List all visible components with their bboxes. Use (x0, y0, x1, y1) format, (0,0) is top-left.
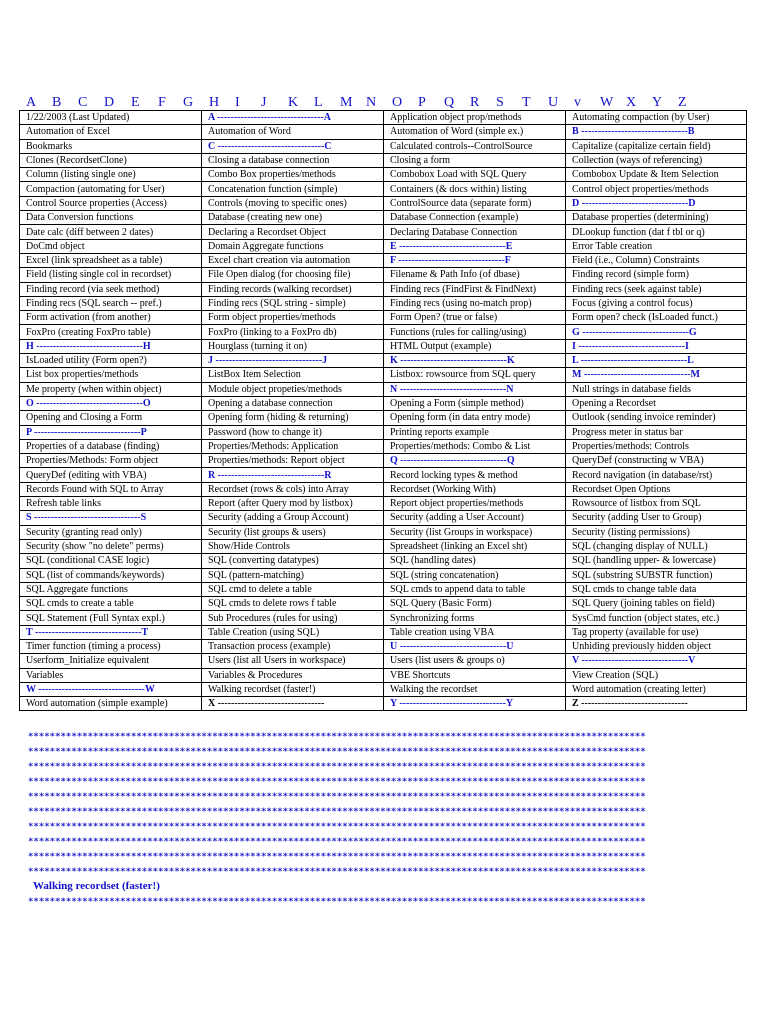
table-row (20, 439, 747, 453)
topic-link[interactable]: View Creation (SQL) (566, 668, 747, 682)
topic-link[interactable]: Excel (link spreadsheet as a table) (20, 253, 202, 267)
topic-link[interactable]: Filename & Path Info (of dbase) (384, 268, 566, 282)
star-separator-line: ****************************************************************************************************************** (28, 792, 646, 802)
topic-link[interactable]: SQL (changing display of NULL) (566, 539, 747, 553)
table-row (20, 311, 747, 325)
table-row (20, 325, 747, 339)
topic-link[interactable]: SQL Query (joining tables on field) (566, 597, 747, 611)
letter-section-anchor: V --------------------------------V (566, 654, 747, 668)
table-row (20, 111, 747, 125)
table-row (20, 153, 747, 167)
topic-index-table (19, 110, 747, 711)
topic-link[interactable]: Listbox: rowsource from SQL query (384, 368, 566, 382)
topic-link[interactable]: SQL (converting datatypes) (202, 554, 384, 568)
table-row (20, 539, 747, 553)
topic-link[interactable]: Security (adding a User Account) (384, 511, 566, 525)
topic-link[interactable]: SQL Query (Basic Form) (384, 597, 566, 611)
topic-link[interactable]: SQL (pattern-matching) (202, 568, 384, 582)
topic-link[interactable]: SQL cmds to append data to table (384, 582, 566, 596)
letter-section-anchor: Y --------------------------------Y (384, 697, 566, 711)
topic-link[interactable]: Automating compaction (by User) (566, 111, 747, 125)
topic-link[interactable]: SQL Aggregate functions (20, 582, 202, 596)
topic-link[interactable]: Variables (20, 668, 202, 682)
topic-link[interactable]: Opening a database connection (202, 396, 384, 410)
topic-link[interactable]: Form Open? (true or false) (384, 311, 566, 325)
topic-link[interactable]: Database Connection (example) (384, 211, 566, 225)
topic-link[interactable]: Combo Box properties/methods (202, 168, 384, 182)
table-row (20, 425, 747, 439)
star-separator-line: ****************************************************************************************************************** (28, 762, 646, 772)
letter-section-anchor: R --------------------------------R (202, 468, 384, 482)
topic-link[interactable]: SQL (handling upper- & lowercase) (566, 554, 747, 568)
table-row (20, 497, 747, 511)
letter-section-anchor: C --------------------------------C (202, 139, 384, 153)
letter-link-v[interactable]: v (574, 95, 581, 110)
topic-link[interactable]: Combobox Update & Item Selection (566, 168, 747, 182)
topic-link[interactable]: Finding recs (FindFirst & FindNext) (384, 282, 566, 296)
topic-link[interactable]: Tag property (available for use) (566, 625, 747, 639)
letter-section-anchor: J --------------------------------J (202, 354, 384, 368)
topic-link[interactable]: Properties/Methods: Application (202, 439, 384, 453)
letter-link-c[interactable]: C (78, 95, 88, 110)
topic-link[interactable]: Outlook (sending invoice reminder) (566, 411, 747, 425)
topic-link[interactable]: Capitalize (capitalize certain field) (566, 139, 747, 153)
letter-section-anchor: L --------------------------------L (566, 354, 747, 368)
topic-link[interactable]: Security (listing permissions) (566, 525, 747, 539)
letter-link-o[interactable]: O (392, 95, 403, 110)
topic-link[interactable]: Printing reports example (384, 425, 566, 439)
letter-link-s[interactable]: S (496, 95, 504, 110)
table-row (20, 339, 747, 353)
topic-link[interactable]: Finding recs (SQL search -- pref.) (20, 296, 202, 310)
topic-link[interactable]: Security (adding a Group Account) (202, 511, 384, 525)
topic-link[interactable]: Word automation (creating letter) (566, 682, 747, 696)
table-row (20, 454, 747, 468)
topic-link[interactable]: HTML Output (example) (384, 339, 566, 353)
topic-link[interactable]: ControlSource data (separate form) (384, 196, 566, 210)
topic-link[interactable]: Automation of Word (202, 125, 384, 139)
topic-link[interactable]: Form object properties/methods (202, 311, 384, 325)
letter-section-anchor: G --------------------------------G (566, 325, 747, 339)
topic-link[interactable]: Userform_Initialize equivalent (20, 654, 202, 668)
table-row (20, 682, 747, 696)
topic-link[interactable]: SysCmd function (object states, etc.) (566, 611, 747, 625)
table-row (20, 382, 747, 396)
letter-section-anchor: O --------------------------------O (20, 396, 202, 410)
topic-link[interactable]: Finding record (simple form) (566, 268, 747, 282)
letter-link-e[interactable]: E (131, 95, 140, 110)
topic-link[interactable]: Finding record (via seek method) (20, 282, 202, 296)
topic-link[interactable]: Unhiding previously hidden object (566, 639, 747, 653)
table-row (20, 125, 747, 139)
topic-link[interactable]: Sub Procedures (rules for using) (202, 611, 384, 625)
letter-section-anchor: B --------------------------------B (566, 125, 747, 139)
topic-link[interactable]: Table creation using VBA (384, 625, 566, 639)
letter-link-p[interactable]: P (418, 95, 426, 110)
topic-link[interactable]: Containers (& docs within) listing (384, 182, 566, 196)
topic-link[interactable]: Spreadsheet (linking an Excel sht) (384, 539, 566, 553)
topic-link[interactable]: Finding recs (SQL string - simple) (202, 296, 384, 310)
topic-link[interactable]: Form open? check (IsLoaded funct.) (566, 311, 747, 325)
topic-link[interactable]: Module object propeties/methods (202, 382, 384, 396)
topic-link[interactable]: Combobox Load with SQL Query (384, 168, 566, 182)
topic-link[interactable]: Properties of a database (finding) (20, 439, 202, 453)
topic-link[interactable]: Column (listing single one) (20, 168, 202, 182)
topic-link[interactable]: Synchronizing forms (384, 611, 566, 625)
topic-link[interactable]: Field (i.e., Column) Constraints (566, 253, 747, 267)
topic-link[interactable]: Database properties (determining) (566, 211, 747, 225)
topic-link[interactable]: Domain Aggregate functions (202, 239, 384, 253)
topic-link[interactable]: Controls (moving to specific ones) (202, 196, 384, 210)
topic-link[interactable]: Timer function (timing a process) (20, 639, 202, 653)
topic-link[interactable]: Security (granting read only) (20, 525, 202, 539)
letter-section-anchor: H --------------------------------H (20, 339, 202, 353)
letter-section-anchor: U --------------------------------U (384, 639, 566, 653)
letter-link-z[interactable]: Z (678, 95, 687, 110)
letter-link-u[interactable]: U (548, 95, 559, 110)
topic-link[interactable]: Field (listing single col in recordset) (20, 268, 202, 282)
topic-link[interactable]: Records Found with SQL to Array (20, 482, 202, 496)
topic-link[interactable]: Users (list users & groups o) (384, 654, 566, 668)
topic-link[interactable]: Compaction (automating for User) (20, 182, 202, 196)
letter-section-anchor: E --------------------------------E (384, 239, 566, 253)
topic-link[interactable]: Opening a Form (simple method) (384, 396, 566, 410)
table-row (20, 511, 747, 525)
topic-link[interactable]: Refresh table links (20, 497, 202, 511)
topic-link[interactable]: Excel chart creation via automation (202, 253, 384, 267)
topic-link[interactable]: Users (list all Users in workspace) (202, 654, 384, 668)
table-row (20, 354, 747, 368)
walking-recordset-link[interactable]: Walking recordset (faster!) (33, 880, 160, 892)
letter-section-anchor: K --------------------------------K (384, 354, 566, 368)
table-row (20, 525, 747, 539)
topic-link[interactable]: Rowsource of listbox from SQL (566, 497, 747, 511)
letter-link-w[interactable]: W (600, 95, 614, 110)
topic-link[interactable]: FoxPro (linking to a FoxPro db) (202, 325, 384, 339)
topic-link[interactable]: Security (show "no delete" perms) (20, 539, 202, 553)
topic-link[interactable]: Application object prop/methods (384, 111, 566, 125)
letter-section-anchor: Z -------------------------------- (566, 697, 747, 711)
table-row (20, 611, 747, 625)
topic-link[interactable]: Show/Hide Controls (202, 539, 384, 553)
topic-link[interactable]: SQL (string concatenation) (384, 568, 566, 582)
topic-link[interactable]: SQL (substring SUBSTR function) (566, 568, 747, 582)
table-row (20, 211, 747, 225)
table-row (20, 625, 747, 639)
last-updated-cell: 1/22/2003 (Last Updated) (20, 111, 202, 125)
topic-link[interactable]: Error Table creation (566, 239, 747, 253)
topic-link[interactable]: VBE Shortcuts (384, 668, 566, 682)
topic-link[interactable]: SQL Statement (Full Syntax expl.) (20, 611, 202, 625)
table-row (20, 568, 747, 582)
letter-link-r[interactable]: R (470, 95, 480, 110)
topic-link[interactable]: Automation of Excel (20, 125, 202, 139)
topic-link[interactable]: Declaring a Recordset Object (202, 225, 384, 239)
letter-link-l[interactable]: L (314, 95, 323, 110)
topic-link[interactable]: Control object properties/methods (566, 182, 747, 196)
topic-link[interactable]: Focus (giving a control focus) (566, 296, 747, 310)
topic-link[interactable]: Hourglass (turning it on) (202, 339, 384, 353)
topic-link[interactable]: Security (adding User to Group) (566, 511, 747, 525)
topic-link[interactable]: Opening form (hiding & returning) (202, 411, 384, 425)
topic-link[interactable]: Collection (ways of referencing) (566, 153, 747, 167)
letter-section-anchor: D --------------------------------D (566, 196, 747, 210)
table-row (20, 239, 747, 253)
letter-link-b[interactable]: B (52, 95, 62, 110)
topic-link[interactable]: Properties/methods: Controls (566, 439, 747, 453)
topic-link[interactable]: Calculated controls--ControlSource (384, 139, 566, 153)
table-row (20, 168, 747, 182)
topic-link[interactable]: Report object properties/methods (384, 497, 566, 511)
topic-link[interactable]: ListBox Item Selection (202, 368, 384, 382)
topic-link[interactable]: Finding recs (seek against table) (566, 282, 747, 296)
topic-link[interactable]: Finding records (walking recordset) (202, 282, 384, 296)
topic-link[interactable]: Opening and Closing a Form (20, 411, 202, 425)
letter-section-anchor: M --------------------------------M (566, 368, 747, 382)
topic-link[interactable]: SQL cmds to create a table (20, 597, 202, 611)
letter-section-anchor: A --------------------------------A (202, 111, 384, 125)
letter-link-f[interactable]: F (158, 95, 166, 110)
table-row (20, 225, 747, 239)
topic-link[interactable]: List box properties/methods (20, 368, 202, 382)
topic-link[interactable]: Form activation (from another) (20, 311, 202, 325)
topic-link[interactable]: Bookmarks (20, 139, 202, 153)
topic-link[interactable]: SQL cmds to change table data (566, 582, 747, 596)
topic-link[interactable]: DoCmd object (20, 239, 202, 253)
topic-link[interactable]: Properties/Methods: Form object (20, 454, 202, 468)
letter-section-anchor: W --------------------------------W (20, 682, 202, 696)
star-separator-line: ****************************************************************************************************************** (28, 867, 646, 877)
topic-link[interactable]: Properties/methods: Report object (202, 454, 384, 468)
topic-link[interactable]: Progress meter in status bar (566, 425, 747, 439)
table-row (20, 268, 747, 282)
topic-link[interactable]: Closing a database connection (202, 153, 384, 167)
table-row (20, 368, 747, 382)
table-row (20, 654, 747, 668)
topic-link[interactable]: Date calc (diff between 2 dates) (20, 225, 202, 239)
letter-link-h[interactable]: H (209, 95, 220, 110)
topic-link[interactable]: Opening form (in data entry mode) (384, 411, 566, 425)
table-row (20, 468, 747, 482)
topic-link[interactable]: Walking recordset (faster!) (202, 682, 384, 696)
star-separator-line: ****************************************************************************************************************** (28, 807, 646, 817)
topic-link[interactable]: Record locking types & method (384, 468, 566, 482)
topic-link[interactable]: Me property (when within object) (20, 382, 202, 396)
star-separator-line: ****************************************************************************************************************** (28, 897, 646, 907)
star-separator-line: ****************************************************************************************************************** (28, 777, 646, 787)
letter-link-k[interactable]: K (288, 95, 299, 110)
topic-link[interactable]: Automation of Word (simple ex.) (384, 125, 566, 139)
table-row (20, 697, 747, 711)
star-separator-line: ****************************************************************************************************************** (28, 837, 646, 847)
topic-link[interactable]: Report (after Query mod by listbox) (202, 497, 384, 511)
letter-link-n[interactable]: N (366, 95, 377, 110)
letter-link-i[interactable]: I (235, 95, 240, 110)
table-row (20, 182, 747, 196)
letter-link-x[interactable]: X (626, 95, 637, 110)
topic-link[interactable]: Password (how to change it) (202, 425, 384, 439)
topic-link[interactable]: Control Source properties (Access) (20, 196, 202, 210)
topic-link[interactable]: Database (creating new one) (202, 211, 384, 225)
topic-link[interactable]: Table Creation (using SQL) (202, 625, 384, 639)
letter-section-anchor: I --------------------------------I (566, 339, 747, 353)
table-row (20, 554, 747, 568)
table-row (20, 597, 747, 611)
star-separator-line: ****************************************************************************************************************** (28, 732, 646, 742)
topic-link[interactable]: Data Conversion functions (20, 211, 202, 225)
table-row (20, 396, 747, 410)
letter-section-anchor: F --------------------------------F (384, 253, 566, 267)
star-separator-line: ****************************************************************************************************************** (28, 852, 646, 862)
topic-link[interactable]: Null strings in database fields (566, 382, 747, 396)
topic-link[interactable]: IsLoaded utility (Form open?) (20, 354, 202, 368)
letter-link-t[interactable]: T (522, 95, 531, 110)
letter-link-y[interactable]: Y (652, 95, 663, 110)
topic-link[interactable]: Variables & Procedures (202, 668, 384, 682)
topic-link[interactable]: Security (list Groups in workspace) (384, 525, 566, 539)
letter-link-m[interactable]: M (340, 95, 353, 110)
topic-link[interactable]: Security (list groups & users) (202, 525, 384, 539)
letter-link-g[interactable]: G (183, 95, 194, 110)
letter-link-q[interactable]: Q (444, 95, 455, 110)
letter-section-anchor: X -------------------------------- (202, 697, 384, 711)
topic-link[interactable]: Transaction process (example) (202, 639, 384, 653)
table-row (20, 282, 747, 296)
table-row (20, 582, 747, 596)
table-row (20, 253, 747, 267)
table-row (20, 296, 747, 310)
table-row (20, 196, 747, 210)
topic-link[interactable]: SQL cmd to delete a table (202, 582, 384, 596)
topic-link[interactable]: Record navigation (in database/rst) (566, 468, 747, 482)
table-row (20, 482, 747, 496)
topic-link[interactable]: QueryDef (editing with VBA) (20, 468, 202, 482)
topic-link[interactable]: Opening a Recordset (566, 396, 747, 410)
topic-link[interactable]: Recordset (rows & cols) into Array (202, 482, 384, 496)
topic-link[interactable]: SQL (conditional CASE logic) (20, 554, 202, 568)
letter-link-j[interactable]: J (261, 95, 267, 110)
topic-link[interactable]: DLookup function (dat f tbl or q) (566, 225, 747, 239)
topic-link[interactable]: SQL (handling dates) (384, 554, 566, 568)
table-row (20, 639, 747, 653)
topic-link[interactable]: Walking the recordset (384, 682, 566, 696)
letter-section-anchor: P --------------------------------P (20, 425, 202, 439)
table-row (20, 139, 747, 153)
letter-link-a[interactable]: A (26, 95, 37, 110)
topic-link[interactable]: SQL cmds to delete rows f table (202, 597, 384, 611)
topic-link[interactable]: Finding recs (using no-match prop) (384, 296, 566, 310)
topic-link[interactable]: Clones (RecordsetClone) (20, 153, 202, 167)
letter-section-anchor: T --------------------------------T (20, 625, 202, 639)
letter-section-anchor: Q --------------------------------Q (384, 454, 566, 468)
topic-link[interactable]: FoxPro (creating FoxPro table) (20, 325, 202, 339)
topic-link[interactable]: SQL (list of commands/keywords) (20, 568, 202, 582)
topic-link[interactable]: Concatenation function (simple) (202, 182, 384, 196)
star-separator-line: ****************************************************************************************************************** (28, 822, 646, 832)
topic-link[interactable]: Properties/methods: Combo & List (384, 439, 566, 453)
topic-link[interactable]: File Open dialog (for choosing file) (202, 268, 384, 282)
topic-link[interactable]: QueryDef (constructing w VBA) (566, 454, 747, 468)
topic-link[interactable]: Word automation (simple example) (20, 697, 202, 711)
topic-link[interactable]: Closing a form (384, 153, 566, 167)
topic-link[interactable]: Declaring Database Connection (384, 225, 566, 239)
topic-link[interactable]: Recordset Open Options (566, 482, 747, 496)
letter-section-anchor: N --------------------------------N (384, 382, 566, 396)
table-row (20, 411, 747, 425)
star-separator-line: ****************************************************************************************************************** (28, 747, 646, 757)
table-row (20, 668, 747, 682)
topic-link[interactable]: Recordset (Working With) (384, 482, 566, 496)
letter-link-d[interactable]: D (104, 95, 115, 110)
topic-link[interactable]: Functions (rules for calling/using) (384, 325, 566, 339)
letter-section-anchor: S --------------------------------S (20, 511, 202, 525)
